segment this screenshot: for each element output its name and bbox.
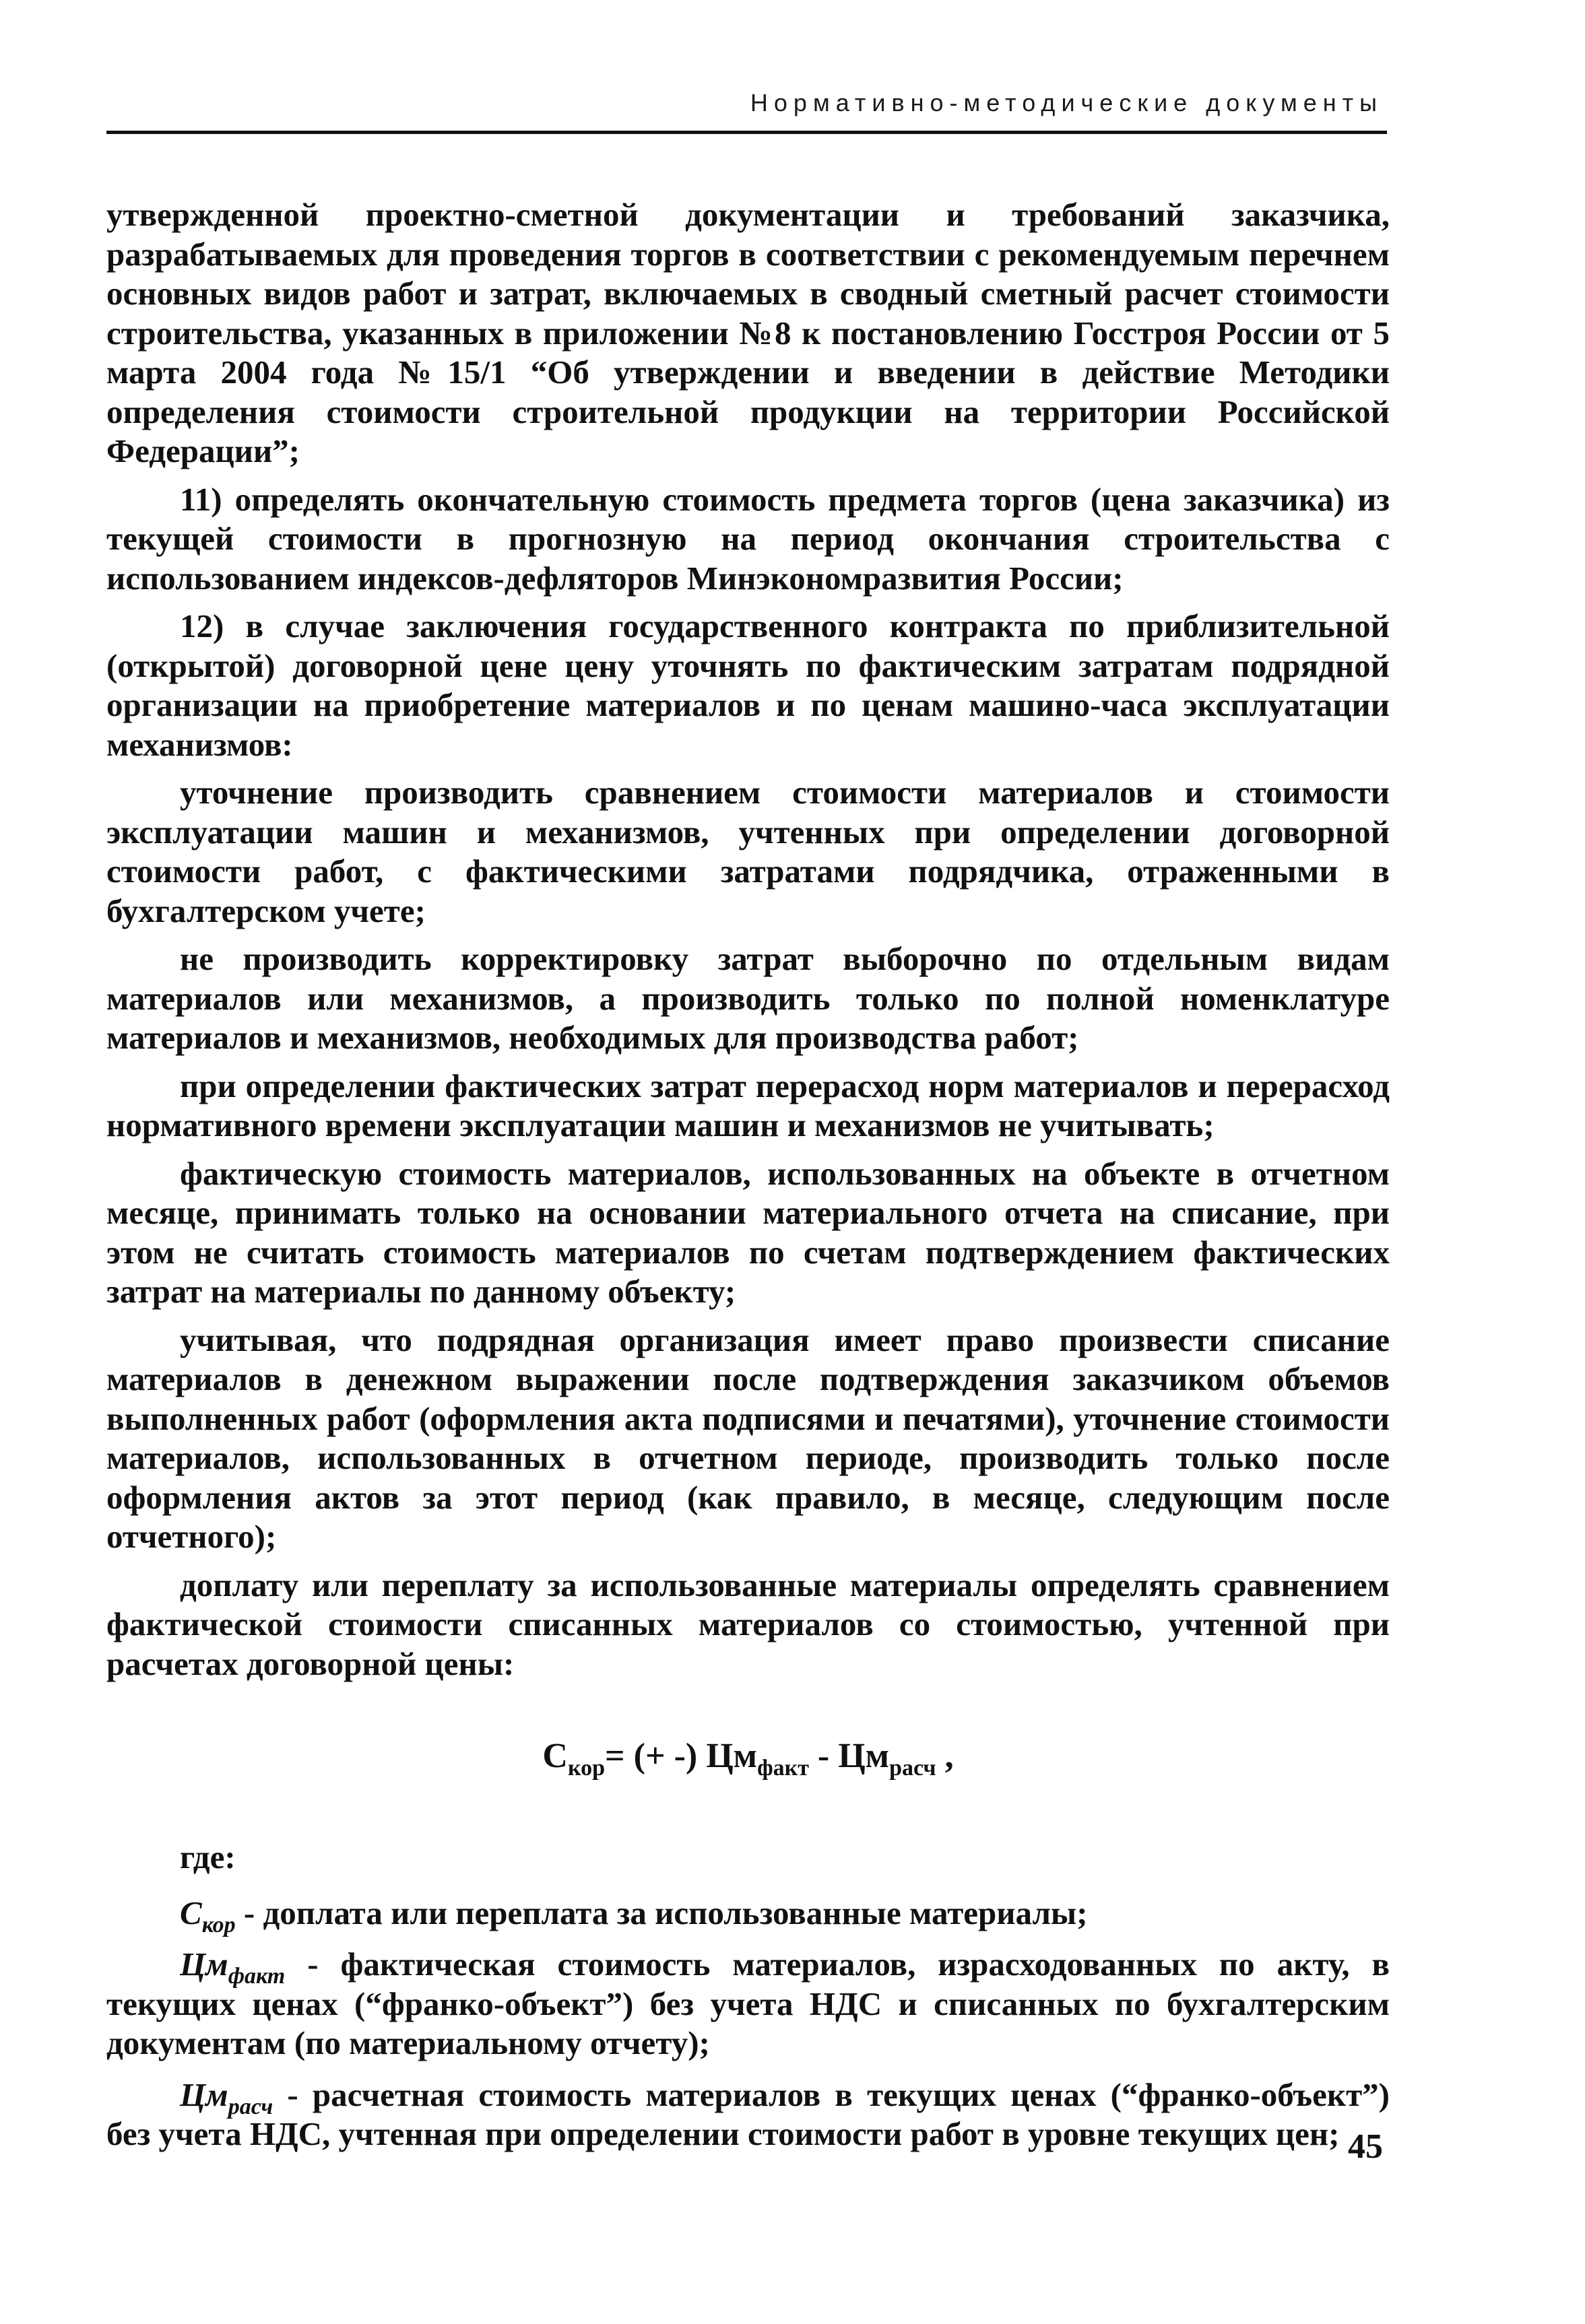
paragraph-continuation: утвержденной проектно-сметной документации и требований заказчика, разрабатываемых для проведения торгов в соответствии с рекомендуемым перечнем основных видов работ и затрат, включаемых в сводный сметный расчет стоимости строительства, указанных в приложении №8 к постановлению Госстроя России от 5 марта 2004 года №15/1 “Об утверждении и введении в действие Методики определения стоимости строительной продукции на территории Российской Федерации”; (106, 196, 1390, 469)
definition-text: - фактическая стоимость материалов, израсходованных по акту, в текущих ценах (“франко-объект”) без учета НДС и списанных по бухгалтерским документам (по материальному отчету); (106, 1946, 1390, 2061)
paragraph-write-off: учитывая, что подрядная организация имеет право произвести списание материалов в денежном выражении после подтверждения заказчиком объемов выполненных работ (оформления акта подписями и печатями), уточнение стоимости материалов, использованных в отчетном периоде, производить только после оформления актов за этот период (как правило, в месяце, следующим после отчетного); (106, 1321, 1390, 1555)
paragraph-no-selective-adjustment: не производить корректировку затрат выборочно по отдельным видам материалов или механизмов, а производить только по полной номенклатуре материалов и механизмов, необходимых для производства работ; (106, 940, 1390, 1056)
definition-symbol: $Цм_{факт}$ (180, 1946, 286, 1989)
formula-tail: , (936, 1737, 954, 1775)
formula-middle: = (+ -) Цм (605, 1737, 758, 1775)
formula-term1-sub: факт (757, 1756, 809, 1781)
paragraph-surcharge: доплату или переплату за использованные материалы определять сравнением фактической стоимости списанных материалов со стоимостью, учтенной при расчетах договорной цены: (106, 1566, 1390, 1682)
paragraph-clarification: уточнение производить сравнением стоимости материалов и стоимости эксплуатации машин и механизмов, учтенных при определении договорной стоимости работ, с фактическими затратами подрядчика, отраженными в бухгалтерском учете; (106, 774, 1390, 929)
formula-minus: - Цм (808, 1737, 890, 1775)
running-header: Нормативно-методические документы (750, 89, 1383, 117)
document-body (106, 195, 1390, 2166)
paragraph-item-12: 12) в случае заключения государственного контракта по приблизительной (открытой) договорной цене цену уточнять по фактическим затратам подрядной организации на приобретение материалов и по ценам машино-часа эксплуатации механизмов: (106, 607, 1390, 763)
paragraph-item-11: 11) определять окончательную стоимость предмета торгов (цена заказчика) из текущей стоимости в прогнозную на период окончания строительства с использованием индексов-дефляторов Минэкономразвития России; (106, 480, 1390, 597)
where-label: где: (180, 1838, 236, 1875)
page-number: 45 (1348, 2127, 1383, 2166)
paragraph-actual-cost: фактическую стоимость материалов, использованных на объекте в отчетном месяце, принимать только на основании материального отчета на списание, при этом не считать стоимость материалов по счетам подтверждением фактических затрат на материалы по данному объекту; (106, 1154, 1390, 1310)
header-rule (106, 131, 1387, 134)
definition-text: - доплата или переплата за использованные материалы; (235, 1894, 1088, 1931)
definition-tsm-rasch (106, 2076, 1390, 2154)
formula-lhs-base: С (542, 1737, 568, 1775)
formula (106, 1736, 1390, 1781)
definition-symbol: $С_{кор}$ (180, 1894, 236, 1937)
formula-lhs-sub: кор (567, 1756, 606, 1781)
definition-symbol: $Цм_{расч}$ (180, 2076, 273, 2119)
definition-tsm-fakt (106, 1945, 1390, 2063)
paragraph-overconsumption: при определении фактических затрат перерасход норм материалов и перерасход нормативного времени эксплуатации машин и механизмов не учитывать; (106, 1067, 1390, 1143)
definition-skor (106, 1894, 1390, 1937)
formula-term2-sub: расч (889, 1756, 936, 1781)
definition-text: - расчетная стоимость материалов в текущих ценах (“франко-объект”) без учета НДС, учтенная при определении стоимости работ в уровне текущих цен; (106, 2076, 1390, 2152)
